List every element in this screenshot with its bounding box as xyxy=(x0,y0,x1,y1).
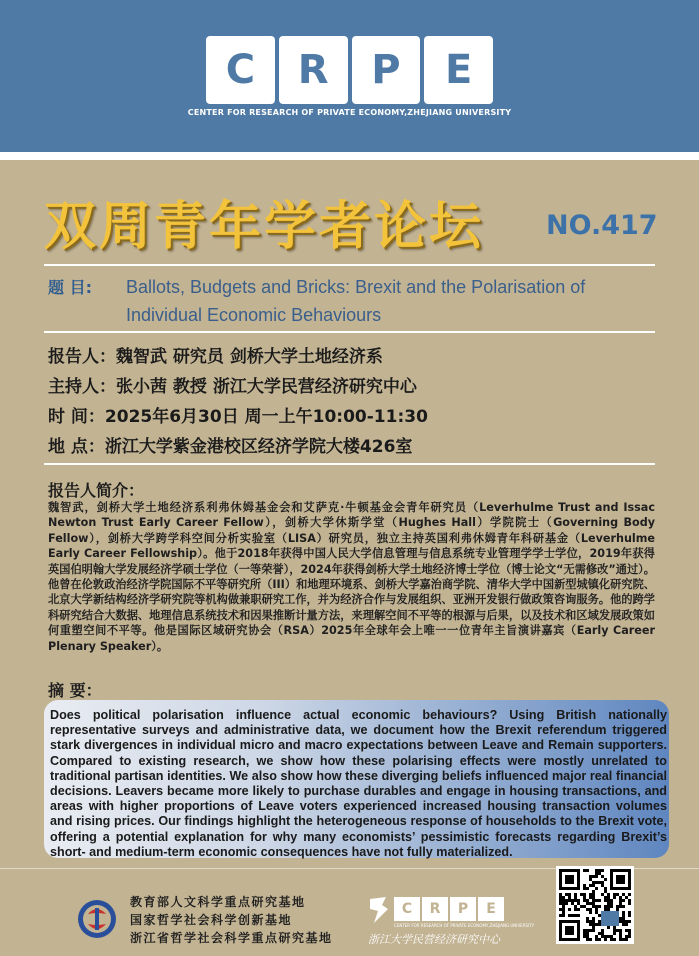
issue-number: NO.417 xyxy=(546,210,658,241)
topic-text: Ballots, Budgets and Bricks: Brexit and the Polarisation of Individual Economic Behaviours xyxy=(126,277,586,325)
abstract-text: Does political polarisation influence actual economic behaviours? Using British nationally representative surveys and administrative data, we document how the Brexit referendum triggered stark divergences in individual micro and macro expectations between Leave and Remain supporters. Compared to existing research, we show how these polarising effects were mostly unrelated to traditional partisan identities. We also show how these diverging beliefs influenced major real financial decisions. Leavers became more likely to purchase durables and engage in housing transactions, and areas with higher proportions of Leave voters experienced increased housing transaction volumes and rising prices. Our findings highlight the heterogeneous response of households to the Brexit vote, offering a potential explanation for why many economists’ pessimistic forecasts regarding Brexit’s short- and medium-term economic consequences have not fully materialized. xyxy=(50,708,667,859)
speaker-line: 报告人：魏智武 研究员 剑桥大学土地经济系 xyxy=(48,347,383,367)
research-base-list xyxy=(130,893,333,947)
mini-logo-chinese-name: 浙江大学民营经济研究中心 xyxy=(368,933,500,946)
base-line-2: 国家哲学社会科学创新基地 xyxy=(130,913,293,927)
qr-code-icon xyxy=(556,866,634,944)
brush-mark-icon xyxy=(366,895,392,925)
header-banner xyxy=(0,0,699,152)
mini-logo-letters xyxy=(394,897,504,921)
base-line-3: 浙江省哲学社会科学重点研究基地 xyxy=(130,931,333,945)
host-line: 主持人：张小茜 教授 浙江大学民营经济研究中心 xyxy=(48,377,417,397)
bio-title: 报告人简介： xyxy=(48,481,145,500)
logo-letter-c: C xyxy=(206,36,275,104)
mini-letter-e: E xyxy=(478,897,504,921)
logo-letter-e: E xyxy=(424,36,493,104)
mini-letter-c: C xyxy=(394,897,420,921)
base-line-1: 教育部人文科学重点研究基地 xyxy=(130,895,306,909)
divider-top xyxy=(44,264,655,266)
qr-code-pattern xyxy=(559,869,631,941)
place-line: 地 点：浙江大学紫金港校区经济学院大楼426室 xyxy=(48,437,413,457)
divider-topic xyxy=(44,331,655,333)
topic-label: 题 目: xyxy=(48,278,92,297)
divider-info xyxy=(44,463,655,465)
forum-title: 双周青年学者论坛 xyxy=(44,197,485,257)
mini-letter-r: R xyxy=(422,897,448,921)
bio-text: 魏智武，剑桥大学土地经济系利弗休姆基金会和艾萨克·牛顿基金会青年研究员（Leverhulme Trust and Issac Newton Trust Early Career Fellow），剑桥大学休斯学堂（Hughes Hall）学院院士（Governing Body Fellow），剑桥大学跨学科空间分析实验室（LISA）研究员，独立主持英国利弗休姆青年科研基金（Leverhulme Early Career Fellowship）。他于2018年获得中国人民大学信息管理与信息系统专业管理学学士学位，2019年获得英国伯明翰大学发展经济学硕士学位（一等荣誉），2024年获得剑桥大学土地经济博士学位（博士论文“无需修改”通过）。他曾在伦敦政治经济学院国际不平等研究所（III）和地理环境系、剑桥大学嘉治商学院、清华大学中国新型城镇化研究院、北京大学新结构经济学研究院等机构做兼职研究工作，并为经济合作与发展组织、亚洲开发银行做政策咨询服务。他的跨学科研究结合大数据、地理信息系统技术和因果推断计量方法，来理解空间不平等的根源与后果，以及技术和区域发展政策如何重塑空间不平等。他是国际区域研究协会（RSA）2025年全球年会上唯一一位青年主旨演讲嘉宾（Early Career Plenary Speaker）。 xyxy=(48,501,655,653)
cmee-emblem-icon xyxy=(76,898,118,940)
logo-letter-r: R xyxy=(279,36,348,104)
crpe-logo xyxy=(206,36,493,104)
logo-caption: CENTER FOR RESEARCH OF PRIVATE ECONOMY,ZHEJIANG UNIVERSITY xyxy=(187,108,512,117)
abstract-title: 摘 要： xyxy=(48,681,102,700)
header-divider xyxy=(0,152,699,160)
crpe-mini-logo-icon xyxy=(366,893,536,947)
mini-letter-p: P xyxy=(450,897,476,921)
logo-letter-p: P xyxy=(352,36,421,104)
mini-logo-caption: CENTER FOR RESEARCH OF PRIVATE ECONOMY,ZHEJIANG UNIVERSITY xyxy=(394,923,535,928)
time-line: 时 间：2025年6月30日 周一上午10:00-11:30 xyxy=(48,407,428,427)
